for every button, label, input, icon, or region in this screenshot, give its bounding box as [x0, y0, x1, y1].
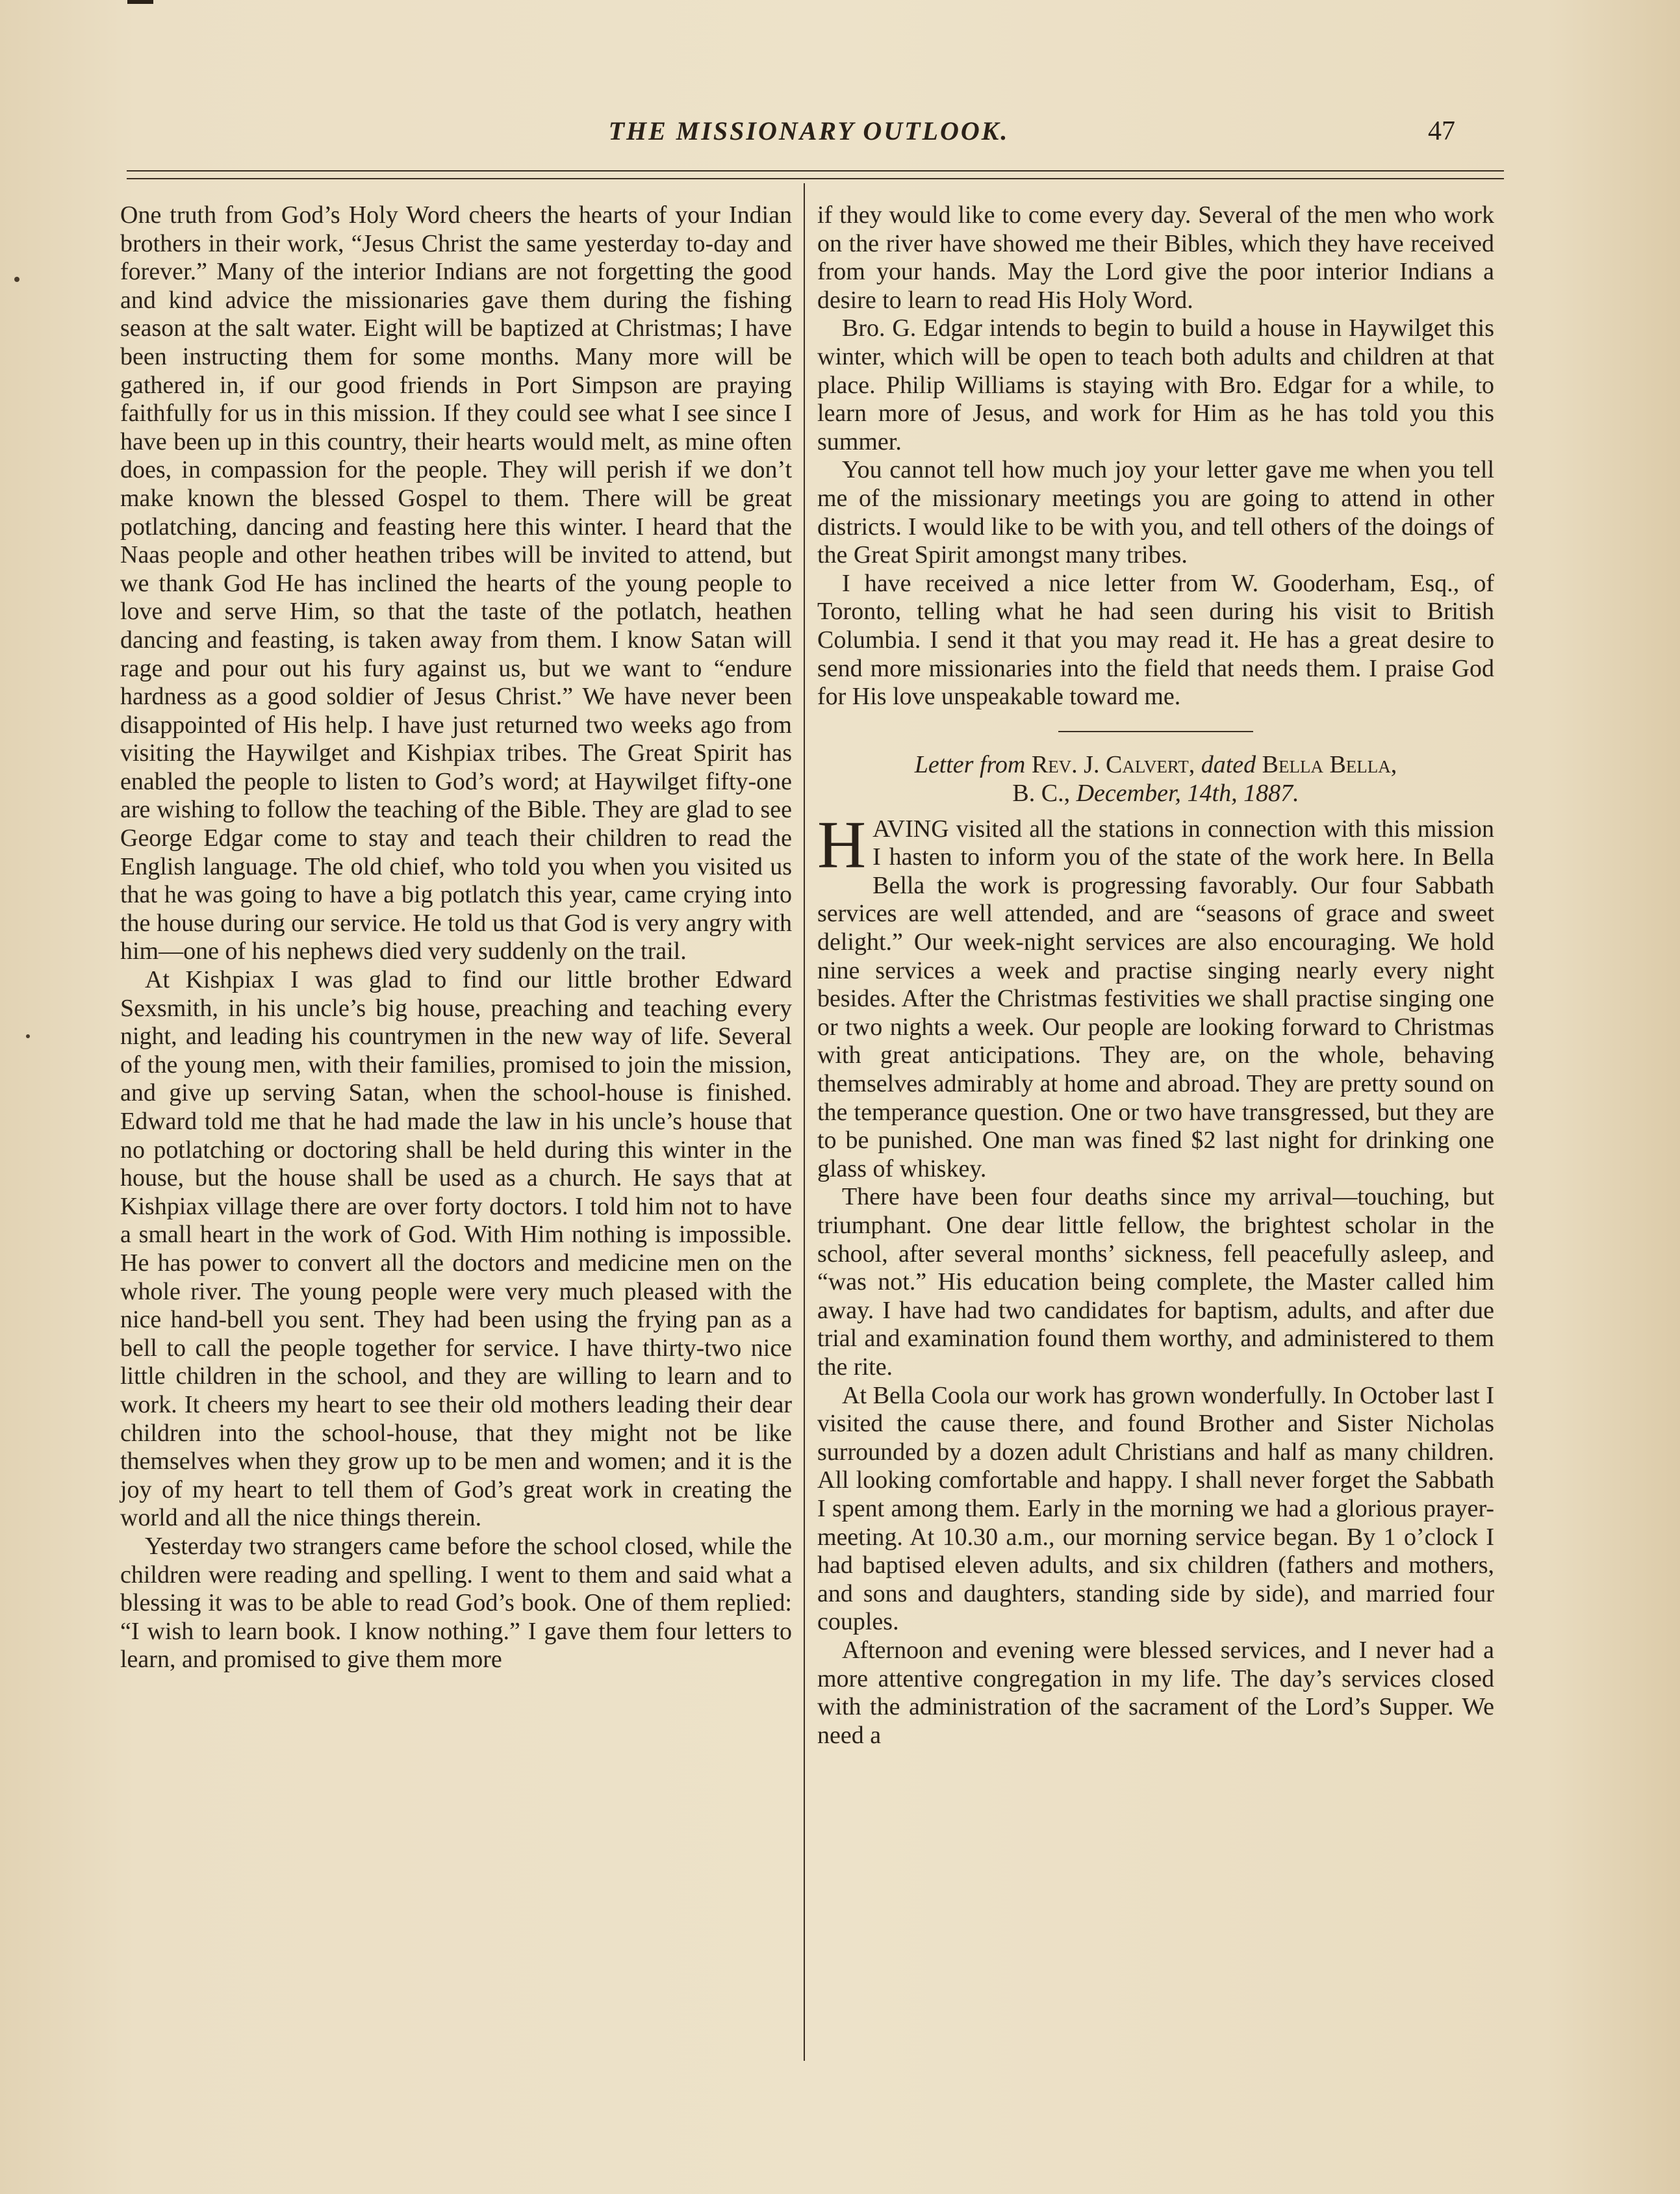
header-double-rule — [127, 170, 1504, 179]
right-paragraph: At Bella Coola our work has grown wonderfully. In October last I visited the cause there, and found Brother and Sister Nicholas surrounded by a dozen adult Christians and half as many children. All looking comfortable and happy. I shall never forget the Sabbath I spent among them. Early in the morning we had a glorious prayer-meeting. At 10.30 a.m., our morning service began. By 1 o’clock I had baptised eleven adults, and six children (fathers and mothers, and sons and daughters, standing side by side), and married four couples. — [817, 1381, 1494, 1636]
left-paragraph: One truth from God’s Holy Word cheers the hearts of your Indian brothers in their work, “Jesus Christ the same yesterday to-day and forever.” Many of the interior Indians are not forgetting the good and kind advice the missionaries gave them during the fishing season at the salt water. Eight will be baptized at Christmas; I have been instructing them for some months. Many more will be gathered in, if our good friends in Port Simpson are praying faithfully for us in this mission. If they could see what I see since I have been up in this country, their hearts would melt, as mine often does, in compassion for the people. They will perish if we don’t make known the blessed Gospel to them. There will be great potlatching, dancing and feasting here this winter. I heard that the Naas people and other heathen tribes will be invited to attend, but we thank God He has inclined the hearts of the young people to love and serve Him, so that the taste of the potlatch, heathen dancing and feasting, is taken away from them. I know Satan will rage and pour out his fury against us, but we want to “endure hardness as a good soldier of Jesus Christ.” We have never been disappointed of His help. I have just returned two weeks ago from visiting the Haywilget and Kishpiax tribes. The Great Spirit has enabled the people to listen to God’s word; at Haywilget fifty-one are wishing to follow the teaching of the Bible. They are glad to see George Edgar come to stay and teach their children to read the English language. The old chief, who told you when you visited us that he was going to have a big potlatch this year, came crying into the house during our service. He told us that God is very angry with him—one of his nephews died very suddenly on the trail. — [120, 201, 792, 965]
right-paragraph: if they would like to come every day. Several of the men who work on the river have showed me their Bibles, which they have received from your hands. May the Lord give the poor interior Indians a desire to learn to read His Holy Word. — [817, 201, 1494, 314]
right-paragraph: Bro. G. Edgar intends to begin to build a house in Haywilget this winter, which will be open to teach both adults and children at that place. Philip Williams is staying with Bro. Edgar for a while, to learn more of Jesus, and work for Him as he has told you this summer. — [817, 314, 1494, 455]
column-divider — [804, 183, 805, 2061]
page-corner-mark — [127, 0, 153, 4]
letter-first-paragraph — [817, 807, 1494, 1184]
ink-speck — [26, 1034, 30, 1038]
ink-speck — [14, 277, 19, 282]
right-paragraph: You cannot tell how much joy your letter gave me when you tell me of the missionary meetings you are going to attend in other districts. I would like to be with you, and tell others of the doings of the Great Spirit amongst many tribes. — [817, 456, 1494, 569]
letter-heading-date: December, 14th, 1887. — [1076, 779, 1299, 807]
letter-heading-place: Bella Bella, — [1262, 750, 1397, 778]
letter-heading-province: B. C., — [1012, 779, 1071, 807]
letter-heading-author: Rev. J. Calvert, — [1031, 750, 1195, 778]
running-title: THE MISSIONARY OUTLOOK. — [608, 116, 1010, 146]
page-header — [123, 116, 1494, 155]
right-paragraph: There have been four deaths since my arrival—touching, but triumphant. One dear little fellow, the brightest scholar in the school, after several months’ sickness, fell peacefully asleep, and “was not.” His education being complete, the Master called him away. I have had two candidates for baptism, adults, and after due trial and examination found them worthy, and administered to them the rite. — [817, 1183, 1494, 1381]
section-separator — [1058, 731, 1253, 732]
left-column — [120, 201, 792, 1674]
letter-first-paragraph-text: AVING visited all the stations in connection with this mission I hasten to inform you of the state of the work here. In Bella Bella the work is progressing favorably. Our four Sabbath services are well attended, and are “seasons of grace and sweet delight.” Our week-night services are also encouraging. We hold nine services a week and practise singing nearly every night besides. After the Christmas festivities we shall practise singing one or two nights a week. Our people are looking forward to Christmas with great anticipations. They are, on the whole, behaving themselves admirably at home and abroad. They are pretty sound on the temperance question. One or two have transgressed, but they are to be punished. One man was fined $2 last night for drinking one glass of whiskey. — [817, 815, 1494, 1182]
letter-heading-prefix: Letter from — [914, 750, 1026, 778]
drop-cap: H — [817, 807, 867, 882]
letter-heading-dated: dated — [1201, 750, 1256, 778]
letter-heading — [817, 750, 1494, 808]
left-paragraph: At Kishpiax I was glad to find our little brother Edward Sexsmith, in his uncle’s big house, preaching and teaching every night, and leading his countrymen in the new way of life. Several of the young men, with their families, promised to join the mission, and give up serving Satan, when the school-house is finished. Edward told me that he had made the law in his uncle’s house that no potlatching or doctoring shall be held during this winter in the house, but the house shall be used as a church. He says that at Kishpiax village there are over forty doctors. I told him not to have a small heart in the work of God. With Him nothing is impossible. He has power to convert all the doctors and medicine men on the whole river. The young people were very much pleased with the nice hand-bell you sent. They had been using the frying pan as a bell to call the people together for service. I have thirty-two nice little children in the school, and they are willing to learn and to work. It cheers my heart to see their old mothers leading their dear children into the school-house, that they might not be like themselves when they grow up to be men and women; and it is the joy of my heart to tell them of God’s great work in creating the world and all the nice things therein. — [120, 966, 792, 1532]
right-paragraph: I have received a nice letter from W. Gooderham, Esq., of Toronto, telling what he had seen during his visit to British Columbia. I send it that you may read it. He has a great desire to send more missionaries into the field that needs them. I praise God for His love unspeakable toward me. — [817, 569, 1494, 711]
left-paragraph: Yesterday two strangers came before the school closed, while the children were reading and spelling. I went to them and said what a blessing it was to be able to read God’s book. One of them replied: “I wish to learn book. I know nothing.” I gave them four letters to learn, and promised to give them more — [120, 1532, 792, 1674]
page-number: 47 — [1428, 116, 1455, 146]
right-paragraph: Afternoon and evening were blessed services, and I never had a more attentive congregation in my life. The day’s services closed with the administration of the sacrament of the Lord’s Supper. We need a — [817, 1636, 1494, 1749]
right-column — [817, 201, 1494, 1750]
